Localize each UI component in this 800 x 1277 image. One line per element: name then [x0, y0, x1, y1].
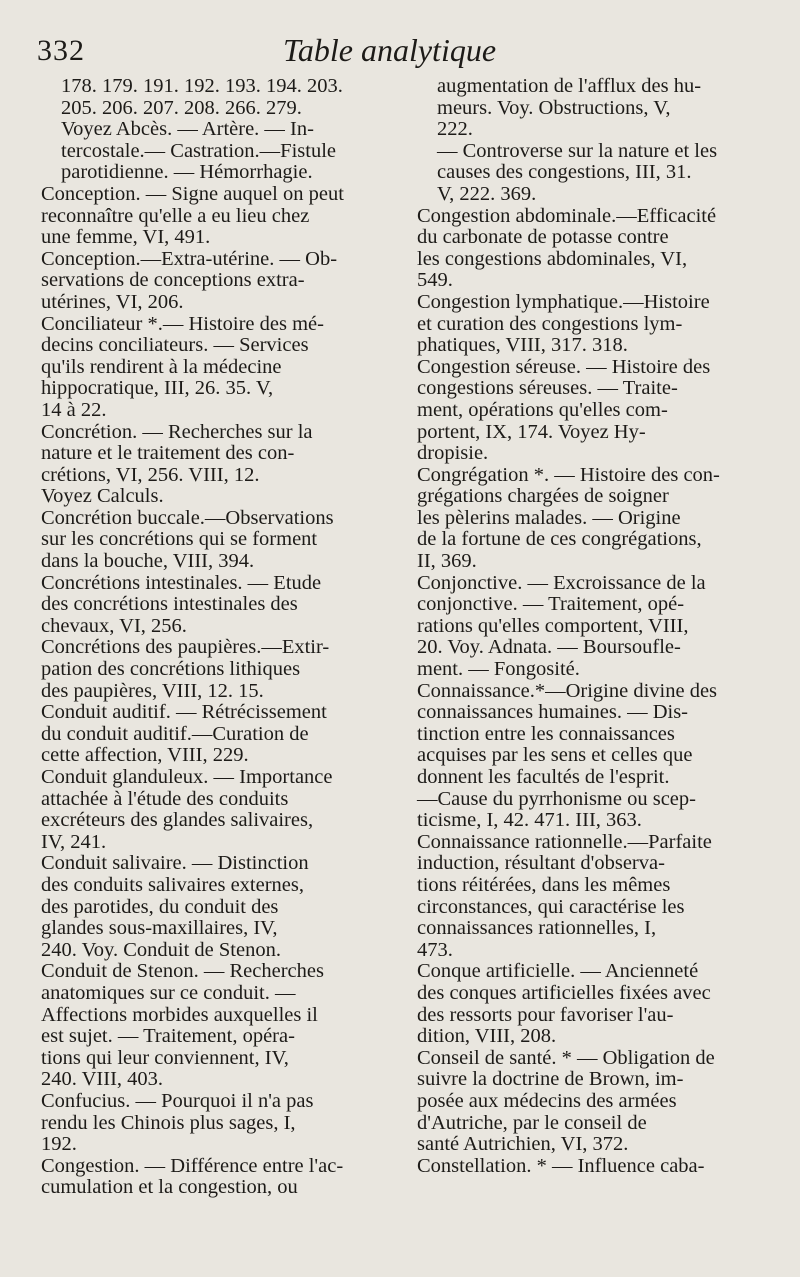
entry-line: Concrétions des paupières.—Extir-	[41, 636, 330, 659]
index-entry	[41, 1156, 389, 1199]
entry-line: Conduit auditif. — Rétrécissement	[41, 701, 327, 724]
index-entry	[41, 1091, 389, 1156]
index-entry-continuation	[417, 76, 762, 141]
index-entry	[41, 184, 389, 249]
entry-line: crétions, VI, 256. VIII, 12.	[41, 463, 260, 486]
entry-line: induction, résultant d'observa-	[417, 852, 665, 875]
entry-line: posée aux médecins des armées	[417, 1089, 677, 1112]
index-entry	[417, 292, 762, 357]
entry-line: 192.	[41, 1133, 77, 1156]
index-entry	[41, 637, 389, 702]
index-entry-continuation	[417, 141, 762, 206]
entry-line: ticisme, I, 42. 471. III, 363.	[417, 809, 642, 832]
entry-line: excréteurs des glandes salivaires,	[41, 809, 314, 832]
entry-line: rations qu'elles comportent, VIII,	[417, 614, 689, 637]
page-header	[0, 30, 800, 78]
entry-line: santé Autrichien, VI, 372.	[417, 1133, 629, 1156]
entry-line: IV, 241.	[41, 830, 107, 853]
entry-line: ment. — Fongosité.	[417, 658, 580, 681]
entry-line: utérines, VI, 206.	[41, 290, 184, 313]
entry-line: 473.	[417, 938, 453, 961]
entry-line: servations de conceptions extra-	[41, 269, 305, 292]
entry-line: II, 369.	[417, 550, 477, 573]
entry-line: Congestion. — Différence entre l'ac-	[41, 1154, 344, 1177]
index-entry	[41, 853, 389, 961]
index-entry	[417, 1048, 762, 1156]
entry-line: suivre la doctrine de Brown, im-	[417, 1068, 684, 1091]
index-entry	[417, 961, 762, 1047]
index-entry	[417, 573, 762, 681]
entry-line: Connaissance rationnelle.—Parfaite	[417, 830, 712, 853]
entry-line: Conduit de Stenon. — Recherches	[41, 960, 324, 983]
entry-line: augmentation de l'afflux des hu-	[437, 75, 702, 97]
entry-line: Conciliateur *.— Histoire des mé-	[41, 312, 324, 335]
entry-line: dition, VIII, 208.	[417, 1025, 557, 1048]
left-column	[41, 76, 389, 1199]
index-entry	[417, 1156, 762, 1178]
entry-line: V, 222. 369.	[437, 182, 537, 205]
entry-line: connaissances humaines. — Dis-	[417, 701, 688, 724]
entry-line: causes des congestions, III, 31.	[437, 161, 692, 184]
entry-line: ment, opérations qu'elles com-	[417, 398, 668, 421]
entry-line: Voyez Calculs.	[41, 485, 164, 508]
entry-line: pation des concrétions lithiques	[41, 658, 301, 681]
entry-line: Affections morbides auxquelles il	[41, 1003, 318, 1026]
entry-line: des ressorts pour favoriser l'au-	[417, 1003, 674, 1026]
entry-line: Conception.—Extra-utérine. — Ob-	[41, 247, 338, 270]
index-entry	[41, 961, 389, 1091]
page-number: 332	[37, 34, 85, 67]
entry-line: Conseil de santé. * — Obligation de	[417, 1046, 715, 1069]
index-entry	[417, 206, 762, 292]
entry-line: conjonctive. — Traitement, opé-	[417, 593, 685, 616]
entry-line: Confucius. — Pourquoi il n'a pas	[41, 1089, 314, 1112]
entry-line: des conduits salivaires externes,	[41, 873, 305, 896]
entry-line: les congestions abdominales, VI,	[417, 247, 688, 270]
entry-line: Concrétions intestinales. — Etude	[41, 571, 322, 594]
entry-line: Voyez Abcès. — Artère. — In-	[61, 118, 314, 141]
entry-line: des concrétions intestinales des	[41, 593, 298, 616]
entry-line: 178. 179. 191. 192. 193. 194. 203.	[61, 75, 343, 97]
index-entry	[417, 832, 762, 962]
index-entry	[41, 422, 389, 508]
entry-line: 222.	[437, 118, 473, 141]
entry-line: du conduit auditif.—Curation de	[41, 722, 309, 745]
entry-line: nature et le traitement des con-	[41, 442, 295, 465]
entry-line: des parotides, du conduit des	[41, 895, 279, 918]
entry-line: tions qui leur conviennent, IV,	[41, 1046, 289, 1069]
entry-line: — Controverse sur la nature et les	[437, 139, 718, 162]
entry-line: —Cause du pyrrhonisme ou scep-	[417, 787, 696, 810]
index-entry-continuation	[41, 76, 389, 184]
entry-line: Congestion séreuse. — Histoire des	[417, 355, 711, 378]
entry-line: cette affection, VIII, 229.	[41, 744, 249, 767]
entry-line: glandes sous-maxillaires, IV,	[41, 917, 278, 940]
entry-line: 240. VIII, 403.	[41, 1068, 164, 1091]
entry-line: Congrégation *. — Histoire des con-	[417, 463, 720, 486]
entry-line: qu'ils rendirent à la médecine	[41, 355, 282, 378]
index-entry	[41, 249, 389, 314]
entry-line: connaissances rationnelles, I,	[417, 917, 657, 940]
entry-line: acquises par les sens et celles que	[417, 744, 693, 767]
entry-line: congestions séreuses. — Traite-	[417, 377, 678, 400]
index-entry	[41, 573, 389, 638]
entry-line: les pèlerins malades. — Origine	[417, 506, 681, 529]
entry-line: meurs. Voy. Obstructions, V,	[437, 96, 671, 119]
entry-line: decins conciliateurs. — Services	[41, 334, 309, 357]
entry-line: donnent les facultés de l'esprit.	[417, 766, 670, 788]
index-entry	[417, 357, 762, 465]
entry-line: Conjonctive. — Excroissance de la	[417, 571, 706, 594]
entry-line: est sujet. — Traitement, opéra-	[41, 1025, 295, 1048]
index-entry	[41, 314, 389, 422]
entry-line: 549.	[417, 269, 453, 292]
entry-line: tinction entre les connaissances	[417, 722, 675, 745]
index-entry	[41, 767, 389, 853]
entry-line: 20. Voy. Adnata. — Boursoufle-	[417, 636, 681, 659]
entry-line: Concrétion. — Recherches sur la	[41, 420, 313, 443]
entry-line: de la fortune de ces congrégations,	[417, 528, 702, 551]
running-title: Table analytique	[283, 32, 497, 68]
entry-line: Conduit salivaire. — Distinction	[41, 852, 309, 875]
entry-line: tercostale.— Castration.—Fistule	[61, 139, 336, 162]
entry-line: cumulation et la congestion, ou	[41, 1176, 298, 1199]
entry-line: hippocratique, III, 26. 35. V,	[41, 377, 274, 400]
entry-line: des paupières, VIII, 12. 15.	[41, 679, 264, 702]
index-entry	[417, 465, 762, 573]
entry-line: Conque artificielle. — Ancienneté	[417, 960, 699, 983]
entry-line: du carbonate de potasse contre	[417, 226, 669, 249]
entry-line: circonstances, qui caractérise les	[417, 895, 685, 918]
entry-line: attachée à l'étude des conduits	[41, 787, 289, 810]
entry-line: et curation des congestions lym-	[417, 312, 683, 335]
index-entry	[41, 702, 389, 767]
entry-line: Constellation. * — Influence caba-	[417, 1154, 705, 1177]
entry-line: parotidienne. — Hémorrhagie.	[61, 161, 313, 184]
entry-line: dropisie.	[417, 442, 489, 465]
entry-line: 240. Voy. Conduit de Stenon.	[41, 938, 281, 961]
entry-line: Connaissance.*—Origine divine des	[417, 679, 718, 702]
entry-line: des conques artificielles fixées avec	[417, 981, 711, 1004]
entry-line: chevaux, VI, 256.	[41, 614, 187, 637]
index-entry	[41, 508, 389, 573]
index-entry	[417, 681, 762, 832]
entry-line: anatomiques sur ce conduit. —	[41, 981, 296, 1004]
entry-line: dans la bouche, VIII, 394.	[41, 550, 255, 573]
entry-line: Conduit glanduleux. — Importance	[41, 766, 333, 788]
entry-line: reconnaître qu'elle a eu lieu chez	[41, 204, 310, 227]
right-column	[417, 76, 762, 1177]
entry-line: portent, IX, 174. Voyez Hy-	[417, 420, 646, 443]
entry-line: Congestion abdominale.—Efficacité	[417, 204, 717, 227]
entry-line: une femme, VI, 491.	[41, 226, 211, 249]
entry-line: d'Autriche, par le conseil de	[417, 1111, 647, 1134]
entry-line: rendu les Chinois plus sages, I,	[41, 1111, 296, 1134]
entry-line: 205. 206. 207. 208. 266. 279.	[61, 96, 302, 119]
entry-line: grégations chargées de soigner	[417, 485, 669, 508]
entry-line: Conception. — Signe auquel on peut	[41, 182, 344, 205]
entry-line: tions réitérées, dans les mêmes	[417, 873, 671, 896]
entry-line: Concrétion buccale.—Observations	[41, 506, 334, 529]
entry-line: 14 à 22.	[41, 398, 107, 421]
entry-line: sur les concrétions qui se forment	[41, 528, 318, 551]
entry-line: phatiques, VIII, 317. 318.	[417, 334, 628, 357]
entry-line: Congestion lymphatique.—Histoire	[417, 290, 710, 313]
